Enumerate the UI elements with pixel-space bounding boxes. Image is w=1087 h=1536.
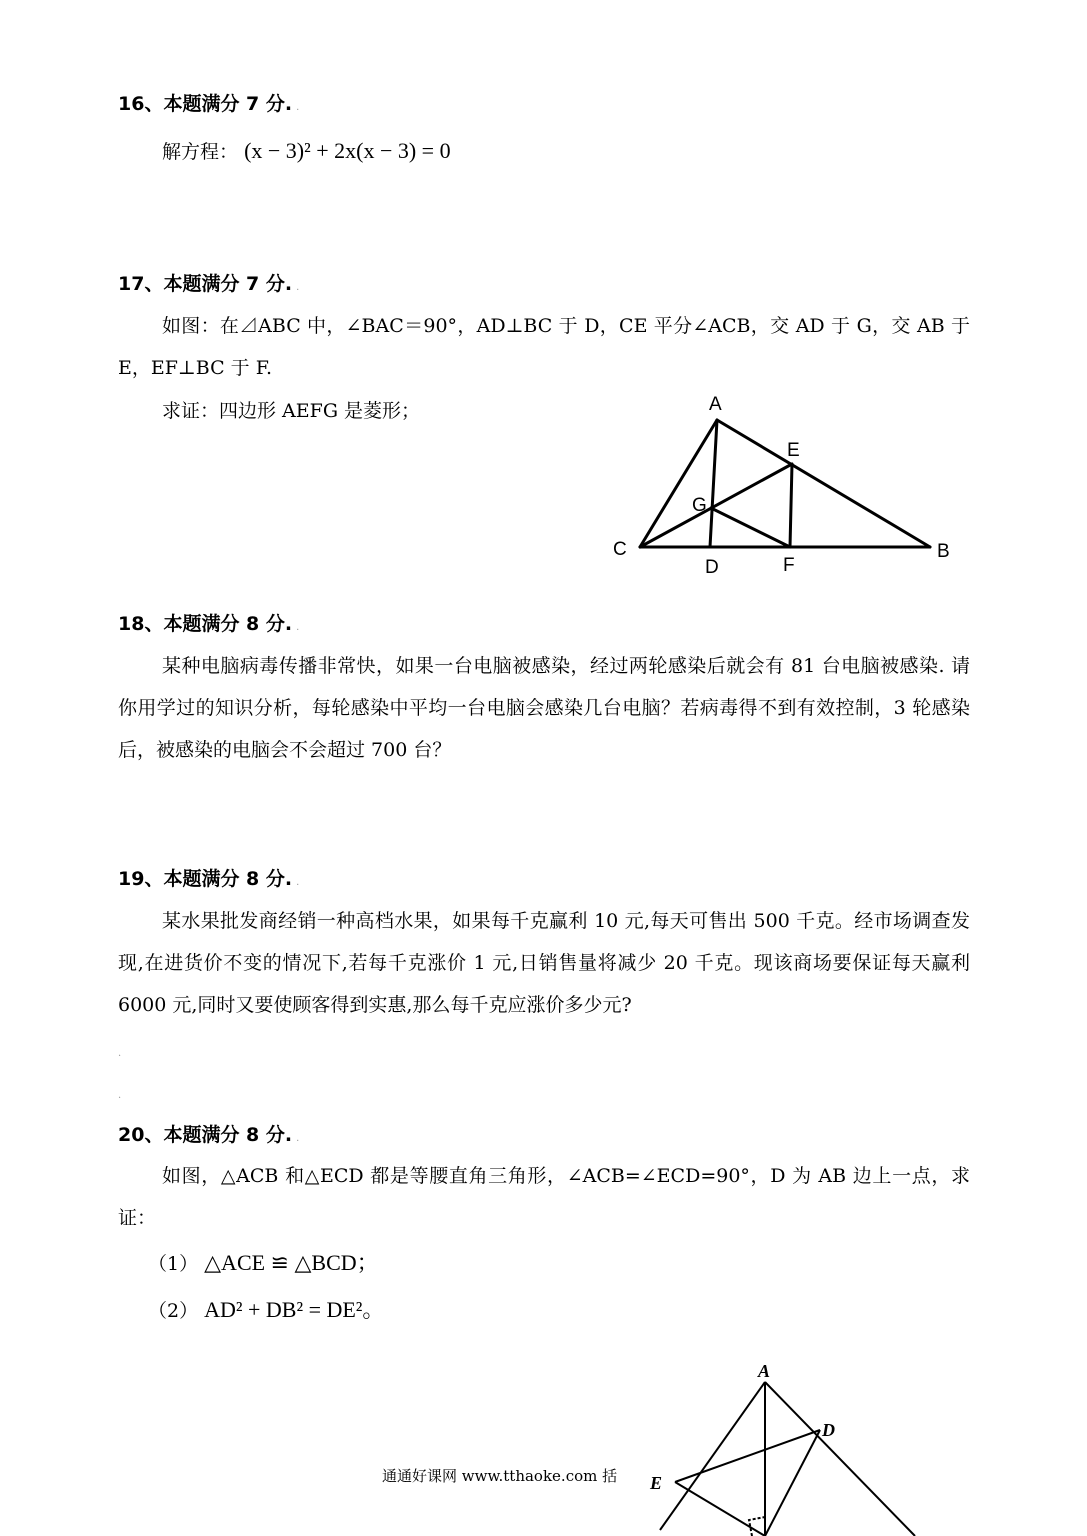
q19-text: 某水果批发商经销一种高档水果，如果每千克赢利 10 元,每天可售出 500 千克。经市场调查发现,在进货价不变的情况下,若每千克涨价 1 元,日销售量将减少 20 千克。现该商场要保证每天赢利 6000 元,同时又要使顾客得到实惠,那么每千克应涨价多少元? — [118, 910, 970, 1016]
q20-part1 — [148, 1250, 379, 1277]
q18-title: 18、本题满分 8 分. . — [118, 613, 300, 635]
q17-figure — [600, 385, 970, 585]
q20-part1-statement: △ACE ≌ △BCD； — [204, 1250, 379, 1275]
label-e: E — [787, 440, 800, 461]
label-d: D — [705, 557, 719, 578]
q20-part2-statement: AD² + DB² = DE²。 — [204, 1297, 385, 1322]
label-c: C — [613, 539, 627, 560]
label-a: A — [758, 1361, 771, 1381]
label-g: G — [692, 495, 707, 516]
q16-title: 16、本题满分 7 分. . — [118, 93, 300, 115]
label-d: D — [822, 1420, 835, 1440]
label-b: B — [937, 541, 950, 562]
segment-ab — [765, 1382, 915, 1536]
stray-dot: . — [118, 1048, 122, 1059]
q16-body — [162, 138, 451, 165]
stray-dot: . — [118, 1090, 122, 1101]
label-f: F — [783, 555, 795, 576]
q20-figure — [640, 1355, 940, 1536]
q17-text: 如图：在⊿ABC 中，∠BAC＝90°，AD⊥BC 于 D，CE 平分∠ACB，交 AD 于 G，交 AB 于 E，EF⊥BC 于 F. — [118, 315, 970, 379]
q20-part2 — [148, 1297, 384, 1324]
q16-equation: (x − 3)² + 2x(x − 3) = 0 — [244, 138, 451, 163]
segment-ca — [640, 420, 717, 547]
q20-part2-label: （2） — [148, 1300, 199, 1322]
segment-gf — [711, 508, 790, 547]
q18-text: 某种电脑病毒传播非常快，如果一台电脑被感染，经过两轮感染后就会有 81 台电脑被感染. 请你用学过的知识分析，每轮感染中平均一台电脑会感染几台电脑？若病毒得不到有效控制，3 轮感染后，被感染的电脑会不会超过 700 台？ — [118, 655, 970, 761]
q20-text: 如图，△ACB 和△ECD 都是等腰直角三角形，∠ACB=∠ECD=90°，D 为 AB 边上一点，求证： — [118, 1165, 970, 1229]
segment-ce — [640, 464, 792, 547]
segment-ad — [710, 420, 717, 547]
segment-ef — [790, 464, 792, 547]
segment-ec — [675, 1482, 765, 1536]
q20-part1-label: （1） — [148, 1253, 199, 1275]
footer-watermark: 通通好课网 www.tthaoke.com 括 — [382, 1467, 618, 1485]
q19-title: 19、本题满分 8 分. . — [118, 868, 300, 890]
q17-prove: 求证：四边形 AEFG 是菱形； — [162, 400, 421, 422]
label-e: E — [650, 1473, 663, 1493]
q16-prefix: 解方程： — [162, 141, 239, 163]
q20-title: 20、本题满分 8 分. . — [118, 1124, 300, 1146]
q17-title: 17、本题满分 7 分. . — [118, 273, 300, 295]
right-angle-mark — [749, 1517, 765, 1536]
label-a: A — [709, 394, 722, 415]
segment-ed — [675, 1430, 820, 1482]
